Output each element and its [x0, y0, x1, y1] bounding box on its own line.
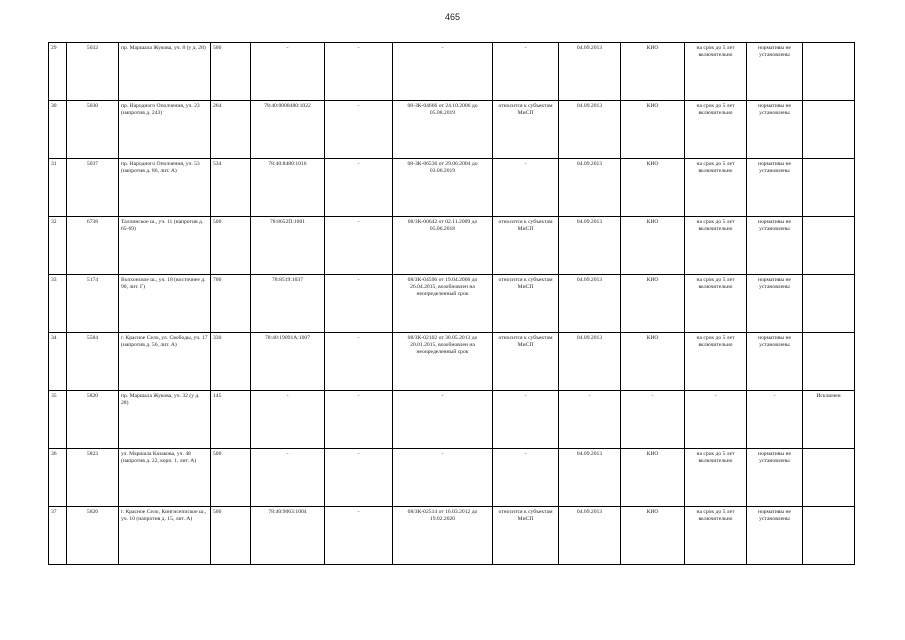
- cell-cadastral-number: 78:40:8480:1016: [251, 159, 325, 217]
- cell-smb-status: относится к субъектам МиСП: [493, 217, 559, 275]
- cell-authority: КИО: [621, 507, 685, 565]
- cell-address: ул. Маршала Казакова, уч. 48 (напротив д. 22, корп. 1, лит. А): [119, 449, 211, 507]
- cell-smb-status: -: [493, 159, 559, 217]
- cell-term: на срок до 5 лет включительно: [685, 159, 747, 217]
- cell-cadastral-number: -: [251, 391, 325, 449]
- page-number: 465: [444, 12, 461, 22]
- cell-object-id: 5174: [67, 275, 119, 333]
- cell-area: 330: [211, 333, 251, 391]
- cell-term: -: [685, 391, 747, 449]
- cell-note: [803, 449, 855, 507]
- cell-row-number: 30: [49, 101, 67, 159]
- cell-term: на срок до 5 лет включительно: [685, 101, 747, 159]
- cell-contract: -: [393, 391, 493, 449]
- cell-authority: КИО: [621, 159, 685, 217]
- cell-column-6: -: [325, 391, 393, 449]
- cell-inclusion-date: 04.09.2013: [559, 101, 621, 159]
- cell-smb-status: относится к субъектам МиСП: [493, 507, 559, 565]
- cell-smb-status: относится к субъектам МиСП: [493, 101, 559, 159]
- cell-area: 500: [211, 217, 251, 275]
- table-row: [49, 275, 855, 333]
- cell-note: [803, 333, 855, 391]
- cell-address: пр. Маршала Жукова, уч. 32 (у д. 28): [119, 391, 211, 449]
- cell-cadastral-number: 78:40:9063:1004: [251, 507, 325, 565]
- cell-area: 500: [211, 43, 251, 101]
- table-row: [49, 333, 855, 391]
- cell-column-6: -: [325, 217, 393, 275]
- cell-standards: -: [747, 391, 803, 449]
- data-table: [48, 42, 855, 565]
- cell-contract: 08-ЗК-04666 от 24.10.2006 до 05.08.2019: [393, 101, 493, 159]
- table-row: [49, 391, 855, 449]
- cell-note: [803, 507, 855, 565]
- cell-smb-status: относится к субъектам МиСП: [493, 275, 559, 333]
- cell-object-id: 5584: [67, 333, 119, 391]
- cell-inclusion-date: -: [559, 391, 621, 449]
- cell-authority: -: [621, 391, 685, 449]
- cell-authority: КИО: [621, 333, 685, 391]
- cell-row-number: 37: [49, 507, 67, 565]
- cell-object-id: 6738: [67, 217, 119, 275]
- cell-object-id: 5826: [67, 507, 119, 565]
- cell-note: [803, 43, 855, 101]
- cell-address: г. Красное Село, ул. Свободы, уч. 17 (напротив д. 56, лит. А): [119, 333, 211, 391]
- cell-object-id: 5820: [67, 391, 119, 449]
- cell-area: 500: [211, 507, 251, 565]
- cell-row-number: 35: [49, 391, 67, 449]
- cell-row-number: 29: [49, 43, 67, 101]
- cell-cadastral-number: 78:40:0008480:1022: [251, 101, 325, 159]
- cell-standards: нормативы не установлены: [747, 43, 803, 101]
- table-row: [49, 43, 855, 101]
- cell-standards: нормативы не установлены: [747, 507, 803, 565]
- cell-contract: 08/ЗК-02102 от 30.05.2013 до 20.01.2015, возобновлен на неопределенный срок: [393, 333, 493, 391]
- cell-cadastral-number: 78:8652П:1001: [251, 217, 325, 275]
- cell-address: пр. Маршала Жукова, уч. 8 (у д. 28): [119, 43, 211, 101]
- cell-area: 264: [211, 101, 251, 159]
- cell-column-6: -: [325, 101, 393, 159]
- cell-column-6: -: [325, 43, 393, 101]
- cell-note: [803, 101, 855, 159]
- cell-standards: нормативы не установлены: [747, 217, 803, 275]
- cell-address: пр. Народного Ополчения, уч. 53 (напротив д. 86, лит. А): [119, 159, 211, 217]
- cell-row-number: 33: [49, 275, 67, 333]
- cell-object-id: 5032: [67, 43, 119, 101]
- cell-standards: нормативы не установлены: [747, 275, 803, 333]
- cell-row-number: 31: [49, 159, 67, 217]
- cell-smb-status: относится к субъектам МиСП: [493, 333, 559, 391]
- cell-area: 700: [211, 275, 251, 333]
- cell-row-number: 36: [49, 449, 67, 507]
- cell-inclusion-date: 04.09.2013: [559, 275, 621, 333]
- cell-column-6: -: [325, 507, 393, 565]
- cell-term: на срок до 5 лет включительно: [685, 275, 747, 333]
- cell-note: [803, 275, 855, 333]
- cell-note: [803, 217, 855, 275]
- cell-contract: 08/ЗК-00642 от 02.11.2009 до 05.06.2018: [393, 217, 493, 275]
- cell-row-number: 32: [49, 217, 67, 275]
- cell-contract: 08-ЗК-06536 от 29.06.2004 до 03.06.2019: [393, 159, 493, 217]
- cell-authority: КИО: [621, 449, 685, 507]
- table-row: [49, 507, 855, 565]
- cell-inclusion-date: 04.09.2013: [559, 217, 621, 275]
- cell-cadastral-number: 78:8519:1037: [251, 275, 325, 333]
- cell-address: пр. Народного Ополчения, уч. 23 (напротив д. 243): [119, 101, 211, 159]
- cell-column-6: -: [325, 275, 393, 333]
- cell-cadastral-number: -: [251, 43, 325, 101]
- cell-cadastral-number: -: [251, 449, 325, 507]
- cell-note: Исключен: [803, 391, 855, 449]
- cell-contract: 08/ЗК-02514 от 16.03.2012 до 19.02.2020: [393, 507, 493, 565]
- cell-authority: КИО: [621, 217, 685, 275]
- table-row: [49, 449, 855, 507]
- cell-authority: КИО: [621, 101, 685, 159]
- cell-contract: -: [393, 43, 493, 101]
- cell-inclusion-date: 04.09.2013: [559, 43, 621, 101]
- cell-inclusion-date: 04.09.2013: [559, 507, 621, 565]
- cell-term: на срок до 5 лет включительно: [685, 449, 747, 507]
- cell-authority: КИО: [621, 43, 685, 101]
- cell-inclusion-date: 04.09.2013: [559, 159, 621, 217]
- table-row: [49, 101, 855, 159]
- cell-standards: нормативы не установлены: [747, 159, 803, 217]
- table-row: [49, 217, 855, 275]
- cell-standards: нормативы не установлены: [747, 333, 803, 391]
- cell-column-6: -: [325, 159, 393, 217]
- cell-term: на срок до 5 лет включительно: [685, 507, 747, 565]
- cell-address: Волхонское ш., уч. 18 (восточнее д. 90, лит. Г): [119, 275, 211, 333]
- cell-note: [803, 159, 855, 217]
- cell-row-number: 34: [49, 333, 67, 391]
- cell-contract: -: [393, 449, 493, 507]
- cell-object-id: 5037: [67, 159, 119, 217]
- cell-address: Таллинское ш., уч. 11 (напротив д. 65-69): [119, 217, 211, 275]
- cell-term: на срок до 5 лет включительно: [685, 333, 747, 391]
- cell-column-6: -: [325, 449, 393, 507]
- cell-authority: КИО: [621, 275, 685, 333]
- cell-column-6: -: [325, 333, 393, 391]
- cell-term: на срок до 5 лет включительно: [685, 217, 747, 275]
- cell-standards: нормативы не установлены: [747, 449, 803, 507]
- cell-object-id: 5030: [67, 101, 119, 159]
- cell-smb-status: -: [493, 449, 559, 507]
- cell-object-id: 5823: [67, 449, 119, 507]
- cell-address: г. Красное Село, Кингисеппское ш., уч. 10 (напротив д. 15, лит. А): [119, 507, 211, 565]
- cell-term: на срок до 5 лет включительно: [685, 43, 747, 101]
- cell-cadastral-number: 78:40:19091А:1007: [251, 333, 325, 391]
- cell-smb-status: -: [493, 43, 559, 101]
- table-row: [49, 159, 855, 217]
- cell-area: 534: [211, 159, 251, 217]
- cell-area: 500: [211, 449, 251, 507]
- cell-inclusion-date: 04.09.2013: [559, 449, 621, 507]
- cell-standards: нормативы не установлены: [747, 101, 803, 159]
- cell-inclusion-date: 04.09.2013: [559, 333, 621, 391]
- cell-smb-status: -: [493, 391, 559, 449]
- cell-contract: 08/ЗК-04596 от 19.04.2006 до 26.04.2015, возобновлен на неопределенный срок: [393, 275, 493, 333]
- cell-area: 145: [211, 391, 251, 449]
